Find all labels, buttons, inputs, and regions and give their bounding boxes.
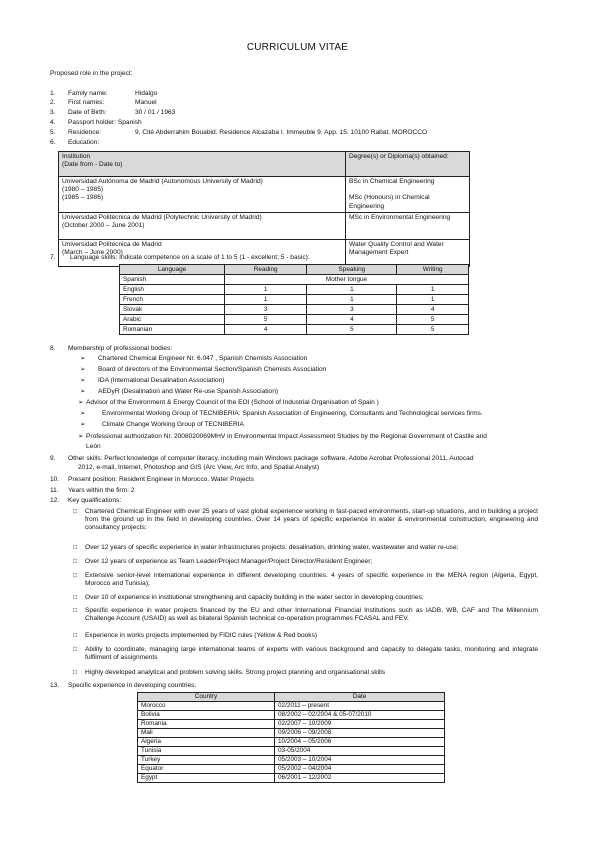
personal-num: 5. bbox=[50, 129, 56, 136]
education-table bbox=[58, 151, 470, 267]
language-intro-num: 7. bbox=[50, 254, 56, 261]
language-score: 4 bbox=[225, 325, 307, 335]
country-date: 05/2003 – 10/2004 bbox=[275, 756, 445, 765]
personal-value: 30 / 01 / 1963 bbox=[135, 109, 176, 116]
personal-label: Residence: bbox=[68, 129, 101, 136]
key-qualification-text: Ability to coordinate, managing large international teams of experts with various background and capacity to delegate tasks, monitoring and integrate fulfilment of assignments bbox=[85, 646, 538, 662]
language-header-reading: Reading bbox=[225, 265, 307, 275]
education-header-institution: Institution (Date from - Date to) bbox=[59, 152, 346, 177]
checkbox-bullet-icon: □ bbox=[73, 607, 77, 614]
checkbox-bullet-icon: □ bbox=[73, 646, 77, 653]
language-score: 4 bbox=[307, 315, 397, 325]
key-qualification-item bbox=[73, 508, 538, 533]
country-date: 02/2007 – 10/2009 bbox=[275, 720, 445, 729]
key-qualification-item bbox=[73, 646, 538, 662]
personal-label: Date of Birth: bbox=[68, 109, 107, 116]
membership-item bbox=[86, 443, 101, 451]
membership-item-text: AEDyR (Desalination and Water Re-use Spanish Association) bbox=[98, 388, 279, 395]
other-skills-line2: 2012, e-mail, Internet, Photoshop and GIS (Arc View, Arc Info, and Spatial Analyst) bbox=[78, 464, 320, 471]
membership-item bbox=[80, 421, 244, 429]
personal-value: 9, Cité Abderrahim Bouabid. Residence Alcazaba I. Immeuble 9. App. 15. 10100 Rabat. MOROCCO bbox=[135, 129, 428, 136]
arrow-bullet-icon: ➢ bbox=[80, 355, 86, 362]
education-degree: MSc in Environmental Engineering bbox=[346, 212, 470, 239]
proposed-role-label: Proposed role in the project: bbox=[50, 70, 133, 77]
language-header-speaking: Speaking bbox=[307, 265, 397, 275]
language-name: French bbox=[120, 295, 225, 305]
personal-num: 1. bbox=[50, 90, 56, 97]
key-qualification-text: Extensive senior-level international experience in different developing countries. 4 years of specific experience in the MENA region (Algeria, Egypt, Morocco and Tunisia); bbox=[85, 572, 538, 588]
country-name: Turkey bbox=[138, 756, 275, 765]
country-date: 09/2006 – 09/2008 bbox=[275, 729, 445, 738]
country-row bbox=[138, 756, 445, 765]
country-name: Algeria bbox=[138, 738, 275, 747]
education-header-degree: Degree(s) or Diploma(s) obtained: bbox=[346, 152, 470, 177]
present-position: Present position: Resident Engineer in Morocco. Water Projects bbox=[68, 476, 254, 483]
country-name: Mali bbox=[138, 729, 275, 738]
countries-table bbox=[137, 692, 445, 783]
key-qualification-text: Over 10 of experience in institutional strengthening and capacity building in the water sector in developing countries; bbox=[85, 594, 424, 601]
language-score: 5 bbox=[397, 325, 469, 335]
key-qualification-text: Experience in works projects implemented by FIDIC rules (Yellow & Red books) bbox=[85, 632, 318, 639]
education-institution: Universidad Autónoma de Madrid (Autonomous University of Madrid) (1980 – 1985) (1985 – 1986) bbox=[59, 177, 346, 213]
membership-item-text: Climate Change Working Group of TECNIBERIA bbox=[102, 421, 244, 428]
language-score: 1 bbox=[307, 285, 397, 295]
language-row bbox=[120, 275, 469, 285]
membership-item bbox=[80, 366, 326, 374]
language-score: 1 bbox=[225, 295, 307, 305]
key-qualification-text: Chartered Chemical Engineer with over 25 years of vast global experience working in fast-paced environments, start-up situations, and in building a project from the ground up in the field in developing countries. Over 14 years of specific experience in water & environmental construction, engineering and consultancy projects; bbox=[85, 508, 538, 532]
language-header-writing: Writing bbox=[397, 265, 469, 275]
arrow-bullet-icon: ➢ bbox=[78, 433, 84, 440]
country-date: 06/2001 – 12/2002 bbox=[275, 774, 445, 783]
membership-item-text: Professional authorization Nr. 2008020069MHV in Environmental Impact Assessment Studies by the Regional Government of Castile and bbox=[86, 433, 487, 440]
checkbox-bullet-icon: □ bbox=[73, 508, 77, 515]
language-score: 1 bbox=[225, 285, 307, 295]
countries-intro: Specific experience in developing countries: bbox=[68, 682, 197, 689]
country-row bbox=[138, 702, 445, 711]
education-institution: Universidad Politécnica de Madrid (March – June 2000) bbox=[59, 239, 346, 266]
language-row bbox=[120, 325, 469, 335]
education-row bbox=[59, 212, 470, 239]
country-name: Egypt bbox=[138, 774, 275, 783]
arrow-bullet-icon: ➢ bbox=[80, 366, 86, 373]
present-position-num: 10. bbox=[50, 476, 60, 483]
key-qualification-text: Over 12 years of specific experience in water infrastructures projects: desalination, drinking water, wastewater and water re-use; bbox=[85, 544, 459, 551]
key-qualification-item bbox=[73, 632, 538, 640]
arrow-bullet-icon: ➢ bbox=[80, 421, 86, 428]
years-firm-num: 11. bbox=[50, 487, 59, 494]
membership-title: Membership of professional bodies: bbox=[68, 345, 173, 352]
education-institution: Universidad Politécnica de Madrid (Polytechnic University of Madrid) (October 2000 – June 2001) bbox=[59, 212, 346, 239]
membership-item bbox=[80, 388, 278, 396]
personal-label: Education: bbox=[68, 139, 100, 146]
country-row bbox=[138, 711, 445, 720]
country-name: Tunisia bbox=[138, 747, 275, 756]
personal-num: 3. bbox=[50, 109, 56, 116]
key-qualification-item bbox=[73, 607, 538, 623]
arrow-bullet-icon: ➢ bbox=[80, 410, 86, 417]
key-qualifications-num: 12. bbox=[50, 497, 60, 504]
countries-header-date: Date bbox=[275, 693, 445, 702]
country-date: 08/2002 – 02/2004 & 05-07/2010 bbox=[275, 711, 445, 720]
language-header-row bbox=[120, 265, 469, 275]
country-row bbox=[138, 720, 445, 729]
key-qualification-item bbox=[73, 558, 538, 566]
language-score: 1 bbox=[307, 295, 397, 305]
key-qualification-item bbox=[73, 572, 538, 588]
personal-value: Manuel bbox=[135, 99, 157, 106]
language-score: 1 bbox=[397, 285, 469, 295]
country-date: 10/2004 – 05/2006 bbox=[275, 738, 445, 747]
checkbox-bullet-icon: □ bbox=[73, 544, 77, 551]
language-score: 3 bbox=[225, 305, 307, 315]
language-row bbox=[120, 305, 469, 315]
countries-header-row bbox=[138, 693, 445, 702]
country-name: Bolivia bbox=[138, 711, 275, 720]
personal-num: 2. bbox=[50, 99, 56, 106]
language-name: Slovak bbox=[120, 305, 225, 315]
key-qualification-text: Highly developed analytical and problem solving skills. Strong project planning and organisational skills bbox=[85, 669, 386, 676]
checkbox-bullet-icon: □ bbox=[73, 594, 77, 601]
language-score: 5 bbox=[225, 315, 307, 325]
country-name: Romania bbox=[138, 720, 275, 729]
membership-item-text: Environmental Working Group of TECNIBERIA: Spanish Association of Engineering, Consultants and Technological services firms. bbox=[102, 410, 483, 417]
years-firm: Years within the firm: 2 bbox=[68, 487, 135, 494]
key-qualification-text: Over 12 years of experience as Team Leader/Project Manager/Project Director/Resident Engineer; bbox=[85, 558, 373, 565]
language-score: 3 bbox=[307, 305, 397, 315]
personal-num: 4. bbox=[50, 119, 56, 126]
language-header-language: Language bbox=[120, 265, 225, 275]
language-score: 1 bbox=[397, 295, 469, 305]
language-score: 5 bbox=[307, 325, 397, 335]
personal-label: Family name: bbox=[68, 90, 108, 97]
country-date: 05/2002 – 04/2004 bbox=[275, 765, 445, 774]
language-score: 4 bbox=[397, 305, 469, 315]
membership-item-text: Advisor of the Environment & Energy Council of the EOI (School of Industrial Organisation of Spain ) bbox=[86, 399, 379, 406]
country-row bbox=[138, 774, 445, 783]
membership-num: 8. bbox=[50, 345, 56, 352]
membership-item bbox=[80, 410, 483, 418]
countries-num: 13. bbox=[50, 682, 60, 689]
personal-label: Passport holder: Spanish bbox=[68, 119, 142, 126]
education-degree: Water Quality Control and Water Management Expert bbox=[346, 239, 470, 266]
arrow-bullet-icon: ➢ bbox=[80, 377, 86, 384]
education-degree: BSc in Chemical Engineering MSc (Honours) in Chemical Engineering bbox=[346, 177, 470, 213]
country-row bbox=[138, 765, 445, 774]
education-row bbox=[59, 177, 470, 213]
membership-item-text: Chartered Chemical Engineer Nr. 6.047 , Spanish Chemists Association bbox=[98, 355, 308, 362]
country-row bbox=[138, 738, 445, 747]
membership-item bbox=[80, 355, 307, 363]
language-table bbox=[119, 264, 469, 335]
page-title: CURRICULUM VITAE bbox=[246, 42, 349, 53]
checkbox-bullet-icon: □ bbox=[73, 632, 77, 639]
language-name: Romanian bbox=[120, 325, 225, 335]
membership-item bbox=[78, 433, 487, 441]
membership-item-text: Board of directors of the Environmental Section/Spanish Chemists Association bbox=[98, 366, 327, 373]
language-intro-text: Language skills: Indicate competence on a scale of 1 to 5 (1 - excellent; 5 - basic): bbox=[70, 254, 310, 261]
country-row bbox=[138, 729, 445, 738]
country-date: 02/2011 – present bbox=[275, 702, 445, 711]
language-score: 5 bbox=[397, 315, 469, 325]
other-skills-num: 9. bbox=[50, 455, 56, 462]
personal-value: Hidalgo bbox=[135, 90, 158, 97]
countries-header-country: Country bbox=[138, 693, 275, 702]
language-name: English bbox=[120, 285, 225, 295]
country-row bbox=[138, 747, 445, 756]
language-row bbox=[120, 295, 469, 305]
personal-label: First names: bbox=[68, 99, 105, 106]
language-mother-tongue: Mother tongue bbox=[225, 275, 469, 285]
checkbox-bullet-icon: □ bbox=[73, 669, 77, 676]
country-name: Morocco bbox=[138, 702, 275, 711]
key-qualification-item bbox=[73, 544, 538, 552]
language-row bbox=[120, 285, 469, 295]
key-qualification-item bbox=[73, 669, 538, 677]
membership-item bbox=[78, 399, 379, 407]
key-qualification-item bbox=[73, 594, 538, 602]
arrow-bullet-icon: ➢ bbox=[78, 399, 84, 406]
personal-num: 6. bbox=[50, 139, 56, 146]
membership-item bbox=[80, 377, 224, 385]
membership-item-text: IDA (International Desalination Association) bbox=[98, 377, 225, 384]
key-qualification-text: Specific experience in water projects financed by the EU and other International Financial Institutions such as IADB, WB, CAF and The Millennium Challenge Account (USAID) as well as bilateral Spanish technical co-operation programmes FCASAL and FEV. bbox=[85, 607, 538, 623]
membership-item-text: León bbox=[86, 443, 101, 450]
language-name: Spanish bbox=[120, 275, 225, 285]
checkbox-bullet-icon: □ bbox=[73, 572, 77, 579]
language-name: Arabic bbox=[120, 315, 225, 325]
arrow-bullet-icon: ➢ bbox=[80, 388, 86, 395]
country-date: 03-05/2004 bbox=[275, 747, 445, 756]
language-row bbox=[120, 315, 469, 325]
education-row bbox=[59, 239, 470, 266]
checkbox-bullet-icon: □ bbox=[73, 558, 77, 565]
education-header-row bbox=[59, 152, 470, 177]
other-skills-line1: Other skills: Perfect knowledge of computer literacy, including main Windows package software, Adobe Acrobat Professional 2011, Autocad bbox=[68, 455, 474, 462]
key-qualifications-title: Key qualifications: bbox=[68, 497, 122, 504]
country-name: Equator bbox=[138, 765, 275, 774]
